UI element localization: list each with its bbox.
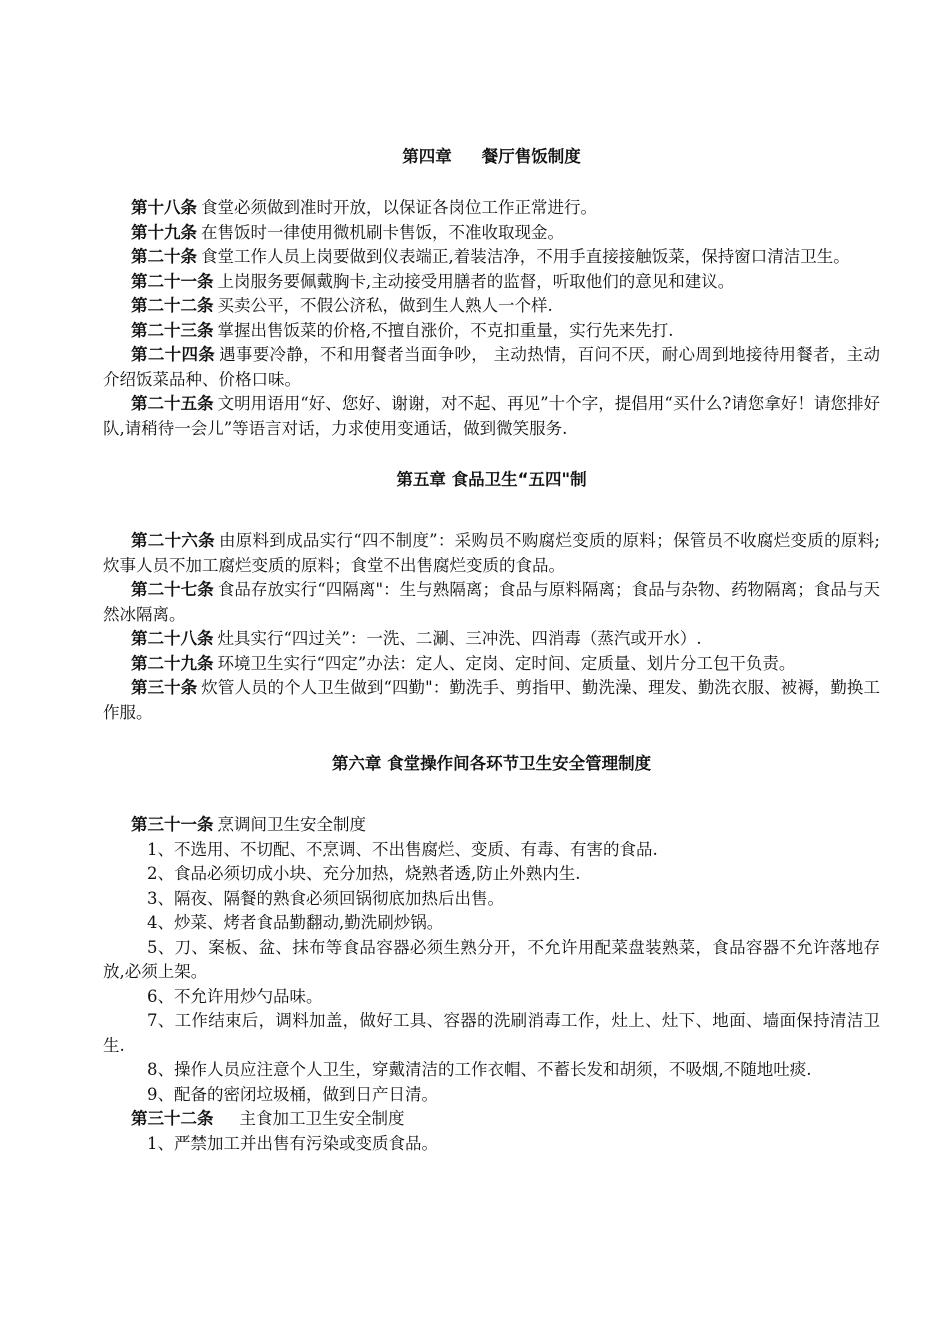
article-text: 主食加工卫生安全制度 bbox=[239, 1109, 405, 1128]
article-label: 第二十四条 bbox=[131, 345, 216, 364]
article-label: 第二十五条 bbox=[131, 394, 214, 413]
article-text: 由原料到成品实行“四不制度”：采购员不购腐烂变质的原料；保管员不收腐烂变质的原料;炊事人员不加工腐烂变质的原料；食堂不出售腐烂变质的食品。 bbox=[103, 531, 880, 575]
article-30 bbox=[103, 676, 880, 725]
chapter-4-heading bbox=[103, 144, 880, 170]
article-text: 上岗服务要佩戴胸卡,主动接受用膳者的监督，听取他们的意见和建议。 bbox=[217, 271, 735, 291]
article-text: 环境卫生实行“四定”办法：定人、定岗、定时间、定质量、划片分工包干负责。 bbox=[217, 653, 796, 673]
article-text: 买卖公平，不假公济私，做到生人熟人一个样. bbox=[217, 296, 553, 315]
article-text: 遇事要冷静，不和用餐者当面争吵， 主动热情，百问不厌，耐心周到地接待用餐者，主动介绍饭菜品种、价格口味。 bbox=[103, 345, 880, 389]
list-item: 4、炒菜、烤者食品勤翻动,勤洗刷炒锅。 bbox=[147, 913, 444, 932]
article-text: 文明用语用“好、您好、谢谢，对不起、再见”十个字，提倡用“买什么?请您拿好！请您排好队,请稍待一会儿”等语言对话，力求使用变通话，做到微笑服务. bbox=[103, 394, 881, 438]
article-text: 食品存放实行“四隔离"：生与熟隔离；食品与原料隔离；食品与杂物、药物隔离；食品与天然冰隔离。 bbox=[103, 580, 881, 624]
article-label: 第二十一条 bbox=[131, 271, 214, 291]
article-label: 第二十六条 bbox=[131, 531, 215, 550]
article-27 bbox=[103, 578, 880, 627]
list-item: 2、食品必须切成小块、充分加热，烧熟者透,防止外熟内生. bbox=[147, 864, 581, 883]
list-item: 5、刀、案板、盆、抹布等食品容器必须生熟分开，不允许用配菜盘装熟菜，食品容器不允许落地存放,必须上架。 bbox=[103, 937, 880, 981]
list-item: 6、不允许用炒勺品味。 bbox=[147, 986, 323, 1006]
document-page bbox=[103, 144, 880, 1156]
article-29 bbox=[103, 652, 880, 677]
article-label: 第二十九条 bbox=[131, 653, 214, 673]
article-label: 第二十八条 bbox=[131, 629, 214, 648]
article-19 bbox=[103, 221, 880, 246]
article-28 bbox=[103, 627, 880, 652]
list-item: 1、严禁加工并出售有污染或变质食品。 bbox=[147, 1133, 438, 1153]
article-32 bbox=[103, 1107, 880, 1132]
article-25 bbox=[103, 392, 880, 441]
article-20 bbox=[103, 245, 880, 270]
article-label: 第三十一条 bbox=[131, 815, 214, 834]
article-18 bbox=[103, 196, 880, 221]
article-26 bbox=[103, 529, 880, 578]
chapter-6-heading: 第六章 食堂操作间各环节卫生安全管理制度 bbox=[331, 754, 652, 773]
article-label: 第二十条 bbox=[131, 247, 197, 266]
article-label: 第二十二条 bbox=[131, 296, 214, 315]
chapter-4-title: 餐厅售饭制度 bbox=[481, 147, 581, 166]
list-item: 8、操作人员应注意个人卫生，穿戴清洁的工作衣帽、不蓄长发和胡须，不吸烟,不随地吐痰. bbox=[147, 1060, 812, 1079]
article-text: 灶具实行“四过关”：一洗、二涮、三冲洗、四消毒（蒸汽或开水）. bbox=[217, 629, 702, 648]
chapter-4-number: 第四章 bbox=[402, 147, 452, 166]
article-text: 烹调间卫生安全制度 bbox=[217, 815, 366, 834]
article-31 bbox=[103, 813, 880, 838]
article-22 bbox=[103, 294, 880, 319]
article-24 bbox=[103, 343, 880, 392]
article-text: 炊管人员的个人卫生做到“四勤"：勤洗手、剪指甲、勤洗澡、理发、勤洗衣服、被褥，勤换工作服。 bbox=[103, 678, 880, 722]
article-21 bbox=[103, 270, 880, 295]
chapter-5-heading: 第五章 食品卫生“五四"制 bbox=[396, 470, 587, 489]
list-item: 9、配备的密闭垃圾桶，做到日产日清。 bbox=[147, 1084, 438, 1104]
list-item: 7、工作结束后，调料加盖，做好工具、容器的洗刷消毒工作，灶上、灶下、地面、墙面保持清洁卫生. bbox=[103, 1011, 880, 1055]
article-label: 第十八条 bbox=[131, 198, 197, 217]
article-label: 第二十三条 bbox=[131, 320, 214, 340]
list-item: 1、不选用、不切配、不烹调、不出售腐烂、变质、有毒、有害的食品. bbox=[147, 839, 658, 859]
article-text: 掌握出售饭菜的价格,不擅自涨价，不克扣重量，实行先来先打. bbox=[217, 320, 674, 340]
article-text: 食堂工作人员上岗要做到仪表端正,着装洁净，不用手直接接触饭菜，保持窗口清洁卫生。 bbox=[201, 247, 850, 266]
article-label: 第三十条 bbox=[131, 678, 198, 697]
article-text: 在售饭时一律使用微机刷卡售饭，不准收取现金。 bbox=[201, 222, 564, 242]
article-label: 第十九条 bbox=[131, 222, 197, 242]
list-item: 3、隔夜、隔餐的熟食必须回锅彻底加热后出售。 bbox=[147, 888, 504, 908]
article-23 bbox=[103, 319, 880, 344]
article-text: 食堂必须做到准时开放，以保证各岗位工作正常进行。 bbox=[201, 198, 597, 217]
article-label: 第二十七条 bbox=[131, 580, 214, 599]
article-label: 第三十二条 bbox=[131, 1109, 214, 1128]
